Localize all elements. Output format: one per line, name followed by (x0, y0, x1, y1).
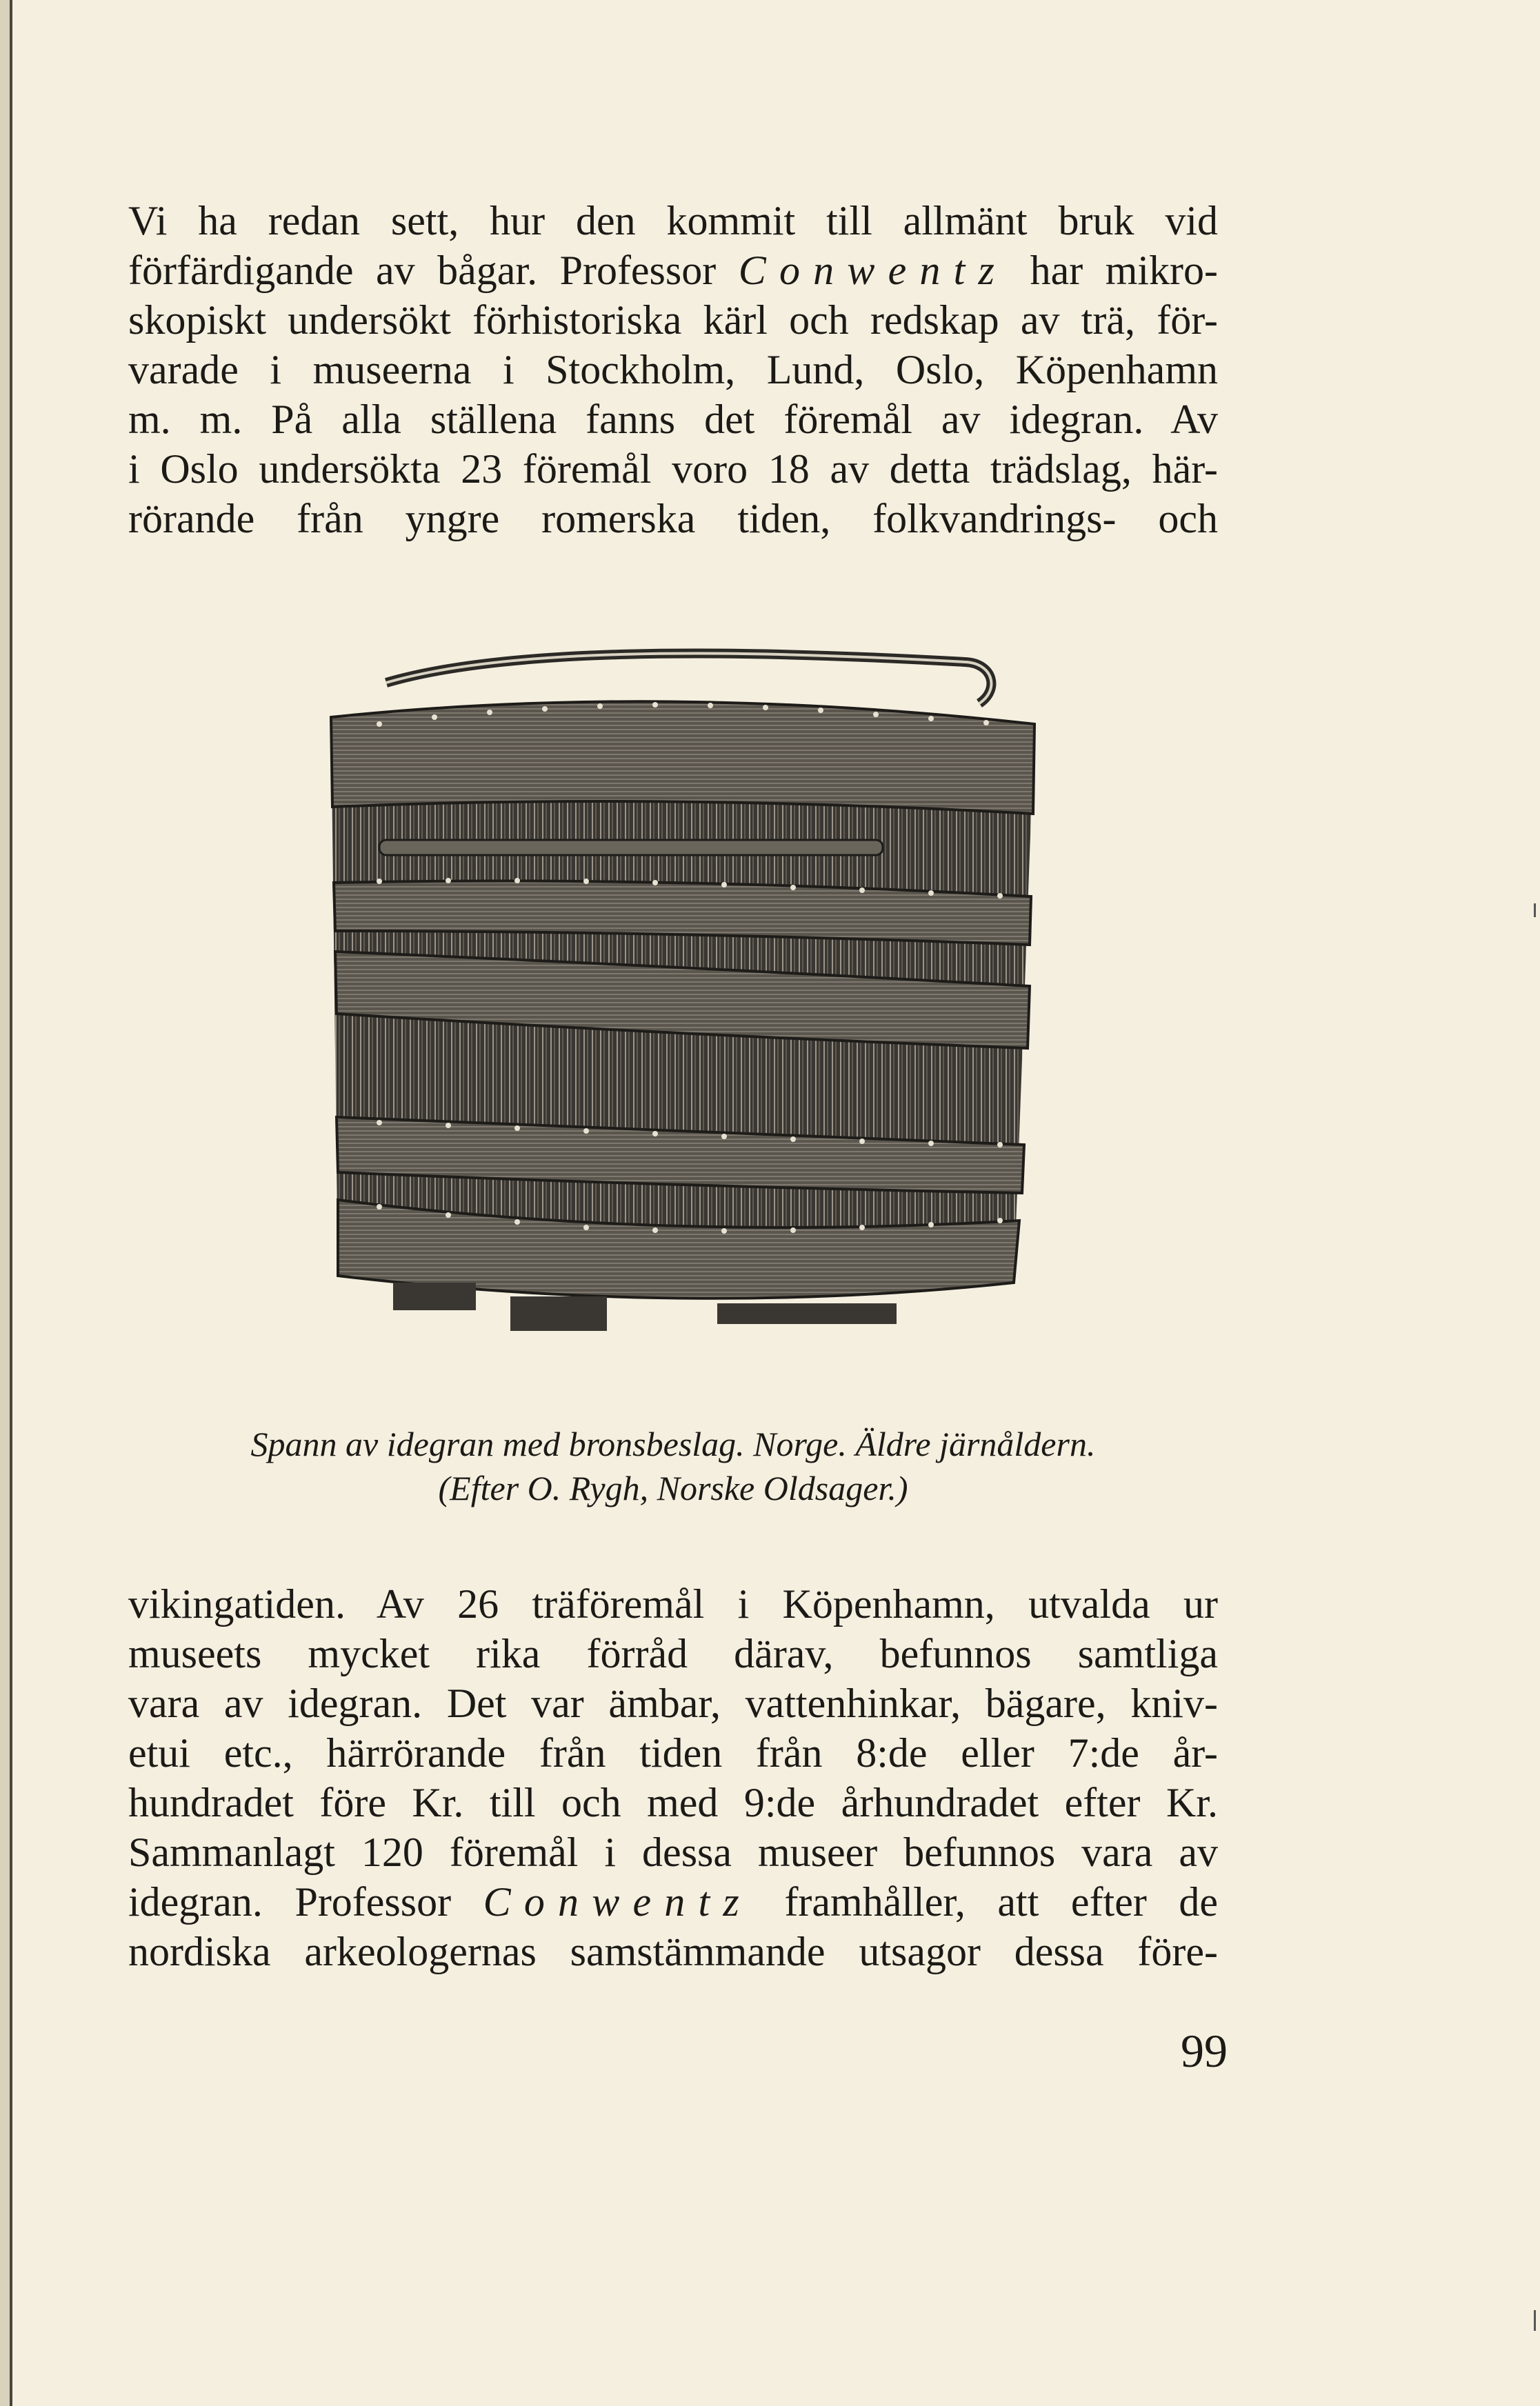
page-number: 99 (1181, 2025, 1228, 2077)
page-edge (0, 0, 10, 2406)
text-line: vikingatiden. Av 26 träföremål i Köpenhamn, utvalda ur (128, 1581, 1218, 1627)
text-line: etui etc., härrörande från tiden från 8:de eller 7:de år- (128, 1730, 1218, 1776)
margin-mark (1534, 903, 1536, 917)
text-line: hundradet före Kr. till och med 9:de århundradet efter Kr. (128, 1780, 1218, 1825)
caption-line: Spann av idegran med bronsbeslag. Norge. Äldre järnåldern. (250, 1425, 1096, 1463)
text-line: idegran. Professor Conwentz framhåller, att efter de (128, 1879, 1218, 1925)
text-line: rörande från yngre romerska tiden, folkvandrings- och (128, 496, 1218, 541)
text-line: nordiska arkeologernas samstämmande utsagor dessa före- (128, 1929, 1218, 1974)
text-line: museets mycket rika förråd därav, befunnos samtliga (128, 1631, 1218, 1676)
caption-line: (Efter O. Rygh, Norske Oldsager.) (438, 1469, 908, 1507)
text-line: i Oslo undersökta 23 föremål voro 18 av detta trädslag, här- (128, 446, 1218, 492)
text-line: Sammanlagt 120 föremål i dessa museer befunnos vara av (128, 1829, 1218, 1875)
paragraph-top (128, 196, 1218, 543)
text-line: vara av idegran. Det var ämbar, vattenhinkar, bägare, kniv- (128, 1681, 1218, 1726)
paragraph-bottom (128, 1579, 1218, 1976)
text-line: skopiskt undersökt förhistoriska kärl och redskap av trä, för- (128, 297, 1218, 343)
figure-caption (128, 1422, 1218, 1510)
text-line: varade i museerna i Stockholm, Lund, Oslo, Köpenhamn (128, 347, 1218, 392)
margin-mark (1534, 2310, 1536, 2331)
author-name-conwentz: Conwentz (738, 248, 1008, 293)
author-name-conwentz: Conwentz (483, 1879, 752, 1925)
text-line: Vi ha redan sett, hur den kommit till allmänt bruk vid (128, 198, 1218, 243)
text-line: m. m. På alla ställena fanns det föremål av idegran. Av (128, 397, 1218, 442)
text-line: förfärdigande av bågar. Professor Conwentz har mikro- (128, 248, 1218, 293)
bucket-illustration (276, 621, 1062, 1393)
page-binding-shadow (10, 0, 12, 2406)
